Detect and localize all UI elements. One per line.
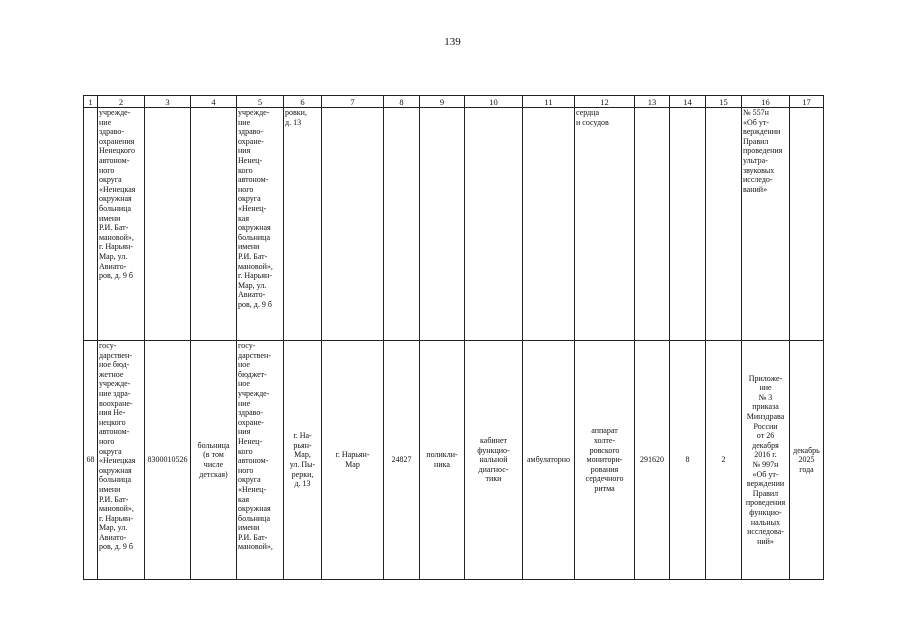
column-number-cell: 3	[145, 96, 191, 108]
column-number-cell: 13	[635, 96, 670, 108]
deadline-cell	[790, 108, 824, 341]
organization-name-cell: госу- дарствен- ное бюд- жетное учрежде- ние здра- воохране- ния Не- нецкого автоном- ного округа «Ненецкая окружная больница имени Р.И. Бат- мановой», г. Нарьян- Мар, ул. Авиато- ров, д. 9 б	[98, 341, 145, 580]
facility-type-cell	[191, 108, 237, 341]
regulation-cell: Приложе- ние № 3 приказа Минздрава России от 26 декабря 2016 г. № 997н «Об ут- верждении Правил проведения функцио- нальных исследова- ний»	[742, 341, 790, 580]
column-number-row	[84, 96, 824, 108]
column-number-cell: 6	[284, 96, 322, 108]
column-number-cell: 1	[84, 96, 98, 108]
column-number-cell: 11	[523, 96, 575, 108]
column-number-cell: 15	[706, 96, 742, 108]
population-cell: 24827	[384, 341, 420, 580]
deadline-cell: декабрь 2025 года	[790, 341, 824, 580]
organization-name-cell: учрежде- ние здраво- охране- ния Ненец- кого автоном- ного округа «Ненец- кая окружная больница имени Р.И. Бат- мановой», г. Нарьян- Мар, ул. Авиато- ров, д. 9 б	[237, 108, 284, 341]
population-cell	[384, 108, 420, 341]
care-form-cell	[523, 108, 575, 341]
address-cell: г. На- рьян- Мар, ул. Пы- рерки, д. 13	[284, 341, 322, 580]
department-cell: кабинет функцио- нальной диагнос- тики	[465, 341, 523, 580]
code-cell: 291620	[635, 341, 670, 580]
column-number-cell: 14	[670, 96, 706, 108]
organization-name-cell: госу- дарствен- ное бюджет- ное учрежде- ние здраво- охране- ния Ненец- кого автоном- ного округа «Ненец- кая окружная больница имени Р.И. Бат- мановой»,	[237, 341, 284, 580]
column-number-cell: 5	[237, 96, 284, 108]
equipment-table	[83, 95, 824, 580]
table-row	[84, 341, 824, 580]
column-number-cell: 9	[420, 96, 465, 108]
column-number-cell: 7	[322, 96, 384, 108]
equipment-cell: аппарат холте- ровского монитори- рования сердечного ритма	[575, 341, 635, 580]
address-cell: ровки, д. 13	[284, 108, 322, 341]
column-number-cell: 2	[98, 96, 145, 108]
page-number: 139	[444, 36, 461, 48]
code-cell	[635, 108, 670, 341]
table-row	[84, 108, 824, 341]
quantity-cell	[670, 108, 706, 341]
quantity-cell: 8	[670, 341, 706, 580]
row-number-cell	[84, 108, 98, 341]
inn-cell: 8300010526	[145, 341, 191, 580]
row-number-cell: 68	[84, 341, 98, 580]
column-number-cell: 4	[191, 96, 237, 108]
department-cell	[465, 108, 523, 341]
unit-type-cell: поликли- ника	[420, 341, 465, 580]
quantity-cell: 2	[706, 341, 742, 580]
column-number-cell: 16	[742, 96, 790, 108]
care-form-cell: амбулаторно	[523, 341, 575, 580]
equipment-cell: сердца и сосудов	[575, 108, 635, 341]
column-number-cell: 8	[384, 96, 420, 108]
regulation-cell: № 557н «Об ут- верждении Правил проведения ультра- звуковых исследо- ваний»	[742, 108, 790, 341]
column-number-cell: 10	[465, 96, 523, 108]
facility-type-cell: больница (в том числе детская)	[191, 341, 237, 580]
settlement-cell	[322, 108, 384, 341]
quantity-cell	[706, 108, 742, 341]
column-number-cell: 12	[575, 96, 635, 108]
organization-name-cell: учрежде- ние здраво- охранения Ненецкого автоном- ного округа «Ненецкая окружная больница имени Р.И. Бат- мановой», г. Нарьян- Мар, ул. Авиато- ров, д. 9 б	[98, 108, 145, 341]
column-number-cell: 17	[790, 96, 824, 108]
settlement-cell: г. Нарьян- Мар	[322, 341, 384, 580]
inn-cell	[145, 108, 191, 341]
unit-type-cell	[420, 108, 465, 341]
